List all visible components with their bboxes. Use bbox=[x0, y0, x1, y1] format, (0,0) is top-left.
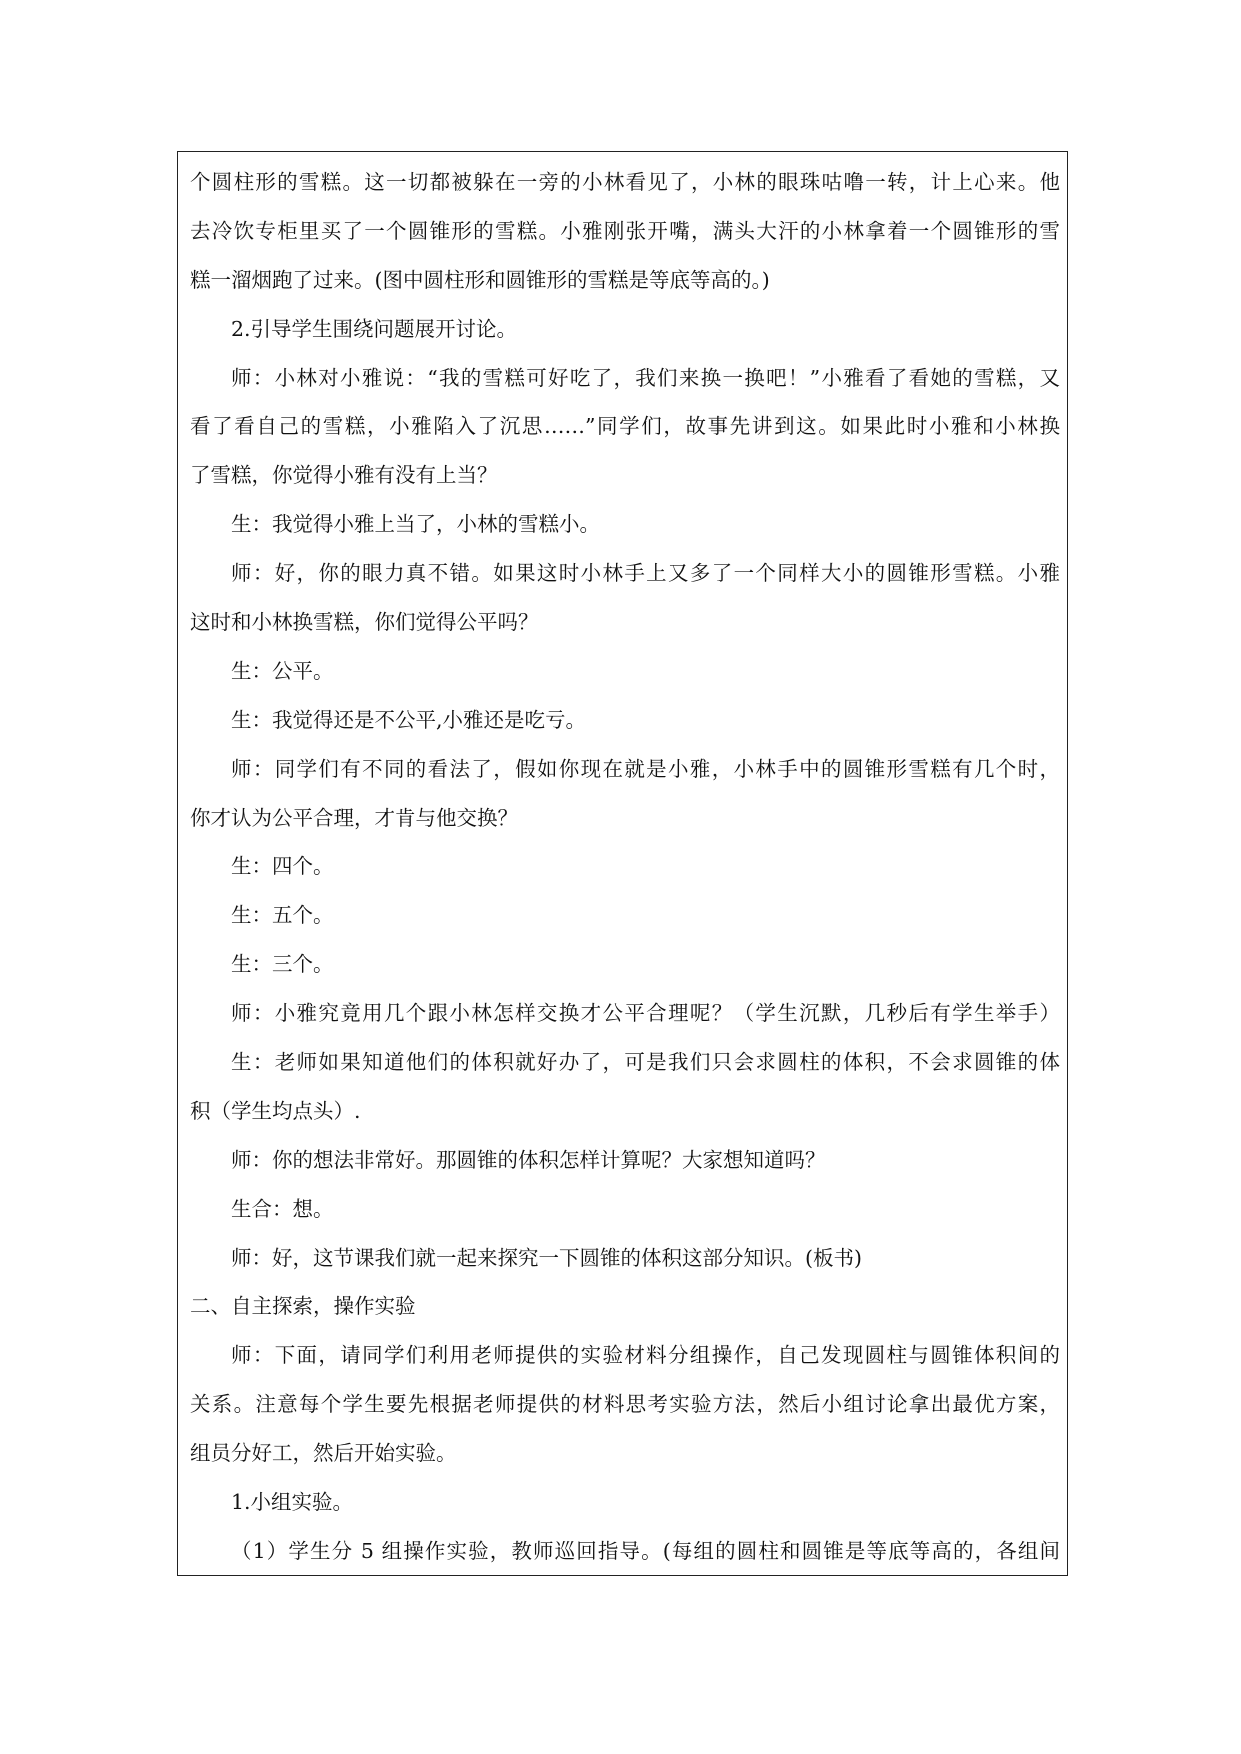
text-line: 生：我觉得还是不公平,小雅还是吃亏。 bbox=[231, 707, 587, 732]
text-line: 师：小雅究竟用几个跟小林怎样交换才公平合理呢？（学生沉默，几秒后有学生举手） bbox=[231, 1001, 1060, 1026]
text-line: 糕一溜烟跑了过来。(图中圆柱形和圆锥形的雪糕是等底等高的。) bbox=[190, 267, 770, 292]
text-line: 你才认为公平合理，才肯与他交换？ bbox=[190, 805, 518, 830]
text-line: 师：你的想法非常好。那圆锥的体积怎样计算呢？大家想知道吗？ bbox=[231, 1147, 826, 1172]
text-line: 去冷饮专柜里买了一个圆锥形的雪糕。小雅刚张开嘴，满头大汗的小林拿着一个圆锥形的雪 bbox=[190, 218, 1060, 243]
table-cell-frame bbox=[177, 151, 1068, 1576]
text-line: 生：三个。 bbox=[231, 952, 334, 977]
text-line: 积（学生均点头）. bbox=[190, 1098, 361, 1123]
section-heading: 二、自主探索，操作实验 bbox=[190, 1294, 416, 1319]
text-line: 生：老师如果知道他们的体积就好办了，可是我们只会求圆柱的体积，不会求圆锥的体 bbox=[231, 1050, 1060, 1075]
lesson-text-block bbox=[190, 158, 1060, 1576]
text-line: 个圆柱形的雪糕。这一切都被躲在一旁的小林看见了，小林的眼珠咕噜一转，计上心来。他 bbox=[190, 170, 1060, 194]
text-line: 生合：想。 bbox=[231, 1196, 334, 1221]
text-line: （1）学生分 5 组操作实验，教师巡回指导。(每组的圆柱和圆锥是等底等高的，各组间 bbox=[231, 1538, 1060, 1563]
text-line: 师：下面，请同学们利用老师提供的实验材料分组操作，自己发现圆柱与圆锥体积间的 bbox=[231, 1343, 1060, 1368]
text-line: 关系。注意每个学生要先根据老师提供的材料思考实验方法，然后小组讨论拿出最优方案， bbox=[190, 1392, 1060, 1417]
text-line: 生：四个。 bbox=[231, 854, 334, 879]
text-line: 这时和小林换雪糕，你们觉得公平吗？ bbox=[190, 610, 539, 635]
text-line: 生：我觉得小雅上当了，小林的雪糕小。 bbox=[231, 512, 600, 537]
text-line: 师：同学们有不同的看法了，假如你现在就是小雅，小林手中的圆锥形雪糕有几个时， bbox=[231, 756, 1060, 781]
text-line: 看了看自己的雪糕，小雅陷入了沉思……”同学们，故事先讲到这。如果此时小雅和小林换 bbox=[190, 414, 1060, 439]
text-line: 组员分好工，然后开始实验。 bbox=[190, 1441, 457, 1466]
text-line: 师：好，这节课我们就一起来探究一下圆锥的体积这部分知识。(板书) bbox=[231, 1245, 862, 1270]
text-line: 了雪糕，你觉得小雅有没有上当？ bbox=[190, 463, 498, 488]
text-line: 1.小组实验。 bbox=[231, 1490, 354, 1515]
text-line: 生：五个。 bbox=[231, 903, 334, 928]
text-line: 生：公平。 bbox=[231, 658, 334, 683]
text-line: 2.引导学生围绕问题展开讨论。 bbox=[231, 316, 518, 341]
text-line: 师：好，你的眼力真不错。如果这时小林手上又多了一个同样大小的圆锥形雪糕。小雅 bbox=[231, 561, 1060, 586]
text-line: 师：小林对小雅说：“我的雪糕可好吃了，我们来换一换吧！”小雅看了看她的雪糕，又 bbox=[231, 365, 1060, 390]
